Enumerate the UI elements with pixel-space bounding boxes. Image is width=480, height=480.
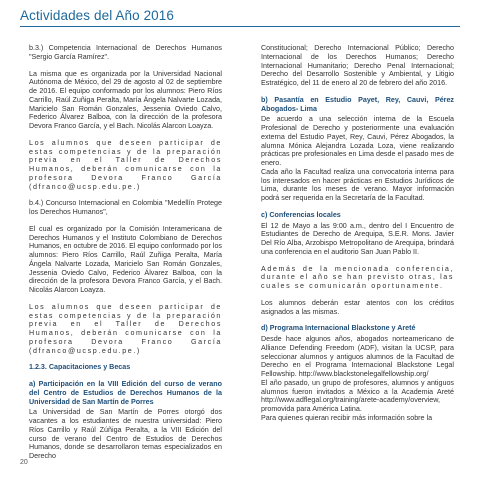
- section-d-more-info: Para quienes quieran recibir más información sobre la: [261, 413, 433, 422]
- section-b3-contact: Los alumnos que deseen participar de estas competencias y de la preparación previa en el Taller de Derechos Humanos, deberán comunicarse con la profesora Devora Franco García (dfranco@ucsp.edu.pe.): [29, 138, 222, 191]
- section-123-heading: 1.2.3. Capacitaciones y Becas: [29, 363, 131, 372]
- section-b4-title: b.4.) Concurso Internacional en Colombia "Medellín Protege los Derechos Humanos",: [29, 199, 222, 216]
- section-b4-contact: Los alumnos que deseen participar de estas competencias y de la preparación previa en el Taller de Derechos Humanos, deberán comunicarse con la profesora Devora Franco García (dfranco@ucsp.edu.pe.): [29, 302, 222, 355]
- section-c-credits: Los alumnos deberán estar atentos con los créditos asignados a las mismas.: [261, 298, 454, 316]
- section-b3-body: La misma que es organizada por la Universidad Nacional Autónoma de México, del 29 de agosto al 02 de septiembre de 2016. El equipo conformado por los alumnos: Piero Ríos Carrillo, Raúl Zuñiga Peralta, María Ángela Nalvarte Lozada, Maricielo San Román Gonzales, Jessenia Oviedo Calvo, Federico Álvarez Balboa, con la dirección de la profesora Devora Franco García, y el Bach. Nicolás Alarcon Loayza.: [29, 69, 222, 130]
- section-b-body: De acuerdo a una selección interna de la Escuela Profesional de Derecho y posteriormente una evaluación externa del Estudio Payet, Rey, Cauvi, Pérez Abogados, la alumna Mónica Alejandra Lozada Loza, viene realizando prácticas pre profesionales en Lima desde el pasado mes de enero.: [261, 115, 454, 167]
- section-c-more: Además de la mencionada conferencia, durante el año se han previsto otras, las cuales se comunicarán oportunamente.: [261, 264, 454, 290]
- section-d-arete: El año pasado, un grupo de profesores, alumnos y antiguos alumnos fueron invitados a México a la Academia Areté http://www.adflegal.org/training/arete-academy/overview, promovida para América Latina.: [261, 378, 454, 413]
- page-number: 20: [20, 459, 28, 466]
- section-c-heading: c) Conferencias locales: [261, 210, 341, 219]
- page-title: Actividades del Año 2016: [20, 8, 175, 23]
- section-a-heading: a) Participación en la VIII Edición del curso de verano del Centro de Estudios de Derechos Humanos de la Universidad de San Martín de Porres: [29, 380, 222, 406]
- left-column: [29, 44, 222, 461]
- section-b4-body: El cual es organizado por la Comisión Interamericana de Derechos Humanos y el Instituto Colombiano de Derechos Humanos, en octubre de 2016. El equipo conformado por los alumnos: Piero Ríos Carrillo, Raúl Zuñiga Peralta, María Ángela Nalvarte Lozada, Maricielo San Román Gonzales, Jessenia Oviedo Calvo, Federico Álvarez Balboa, con la dirección de la profesora Devora Franco García, y el Bach. Nicolás Alarcon Loayza.: [29, 224, 222, 294]
- section-a-body: La Universidad de San Martín de Porres otorgó dos vacantes a los estudiantes de nuestra universidad: Piero Ríos Carrillo y Raúl Zúñiga Peralta, a la VIII Edición del curso de verano del Centro de Estudios de Derechos Humanos, donde se desarrollaron temas especializados en Derecho: [29, 408, 222, 460]
- header-divider: [20, 26, 460, 27]
- section-c-body: El 12 de Mayo a las 9:00 a.m., dentro del I Encuentro de Estudiantes de Derecho de Arequipa, S.E.R. Mons. Javier Del Río Alba, Arzobispo Metropolitano de Arequipa, brindará una conferencia en el auditorio San Juan Pablo II.: [261, 221, 454, 256]
- section-a-continued: Constitucional; Derecho Internacional Público; Derecho Internacional de los Derechos Humanos; Derecho Internacional Humanitario; Derecho Penal Internacional; Derecho del Desarrollo Sostenible y Ambiental, y Litigio Estratégico, del 11 de enero al 20 de febrero del año 2016.: [261, 44, 454, 87]
- page-header: [20, 8, 460, 27]
- section-b-info: Cada año la Facultad realiza una convocatoria interna para los interesados en hacer prácticas en Estudios Jurídicos de Lima, durante los meses de verano. Mayor información podrá ser requerida en la Secretaría de la Facultad.: [261, 167, 454, 202]
- right-column: [261, 44, 454, 423]
- section-d-body: Desde hace algunos años, abogados norteamericano de Alliance Defending Freedom (ADF), visitan la UCSP, para seleccionar alumnos y antiguos alumnos de la Facultad de Derecho en el Programa Internacional Blackstone Legal Fellowship. http://www.blackstonelegalfellowship.org/: [261, 335, 454, 378]
- section-d-heading: d) Programa Internacional Blackstone y Areté: [261, 324, 416, 333]
- section-b-heading: b) Pasantía en Estudio Payet, Rey, Cauvi, Pérez Abogados- Lima: [261, 95, 454, 113]
- section-b3-title: b.3.) Competencia Internacional de Derechos Humanos "Sergio García Ramírez".: [29, 44, 222, 61]
